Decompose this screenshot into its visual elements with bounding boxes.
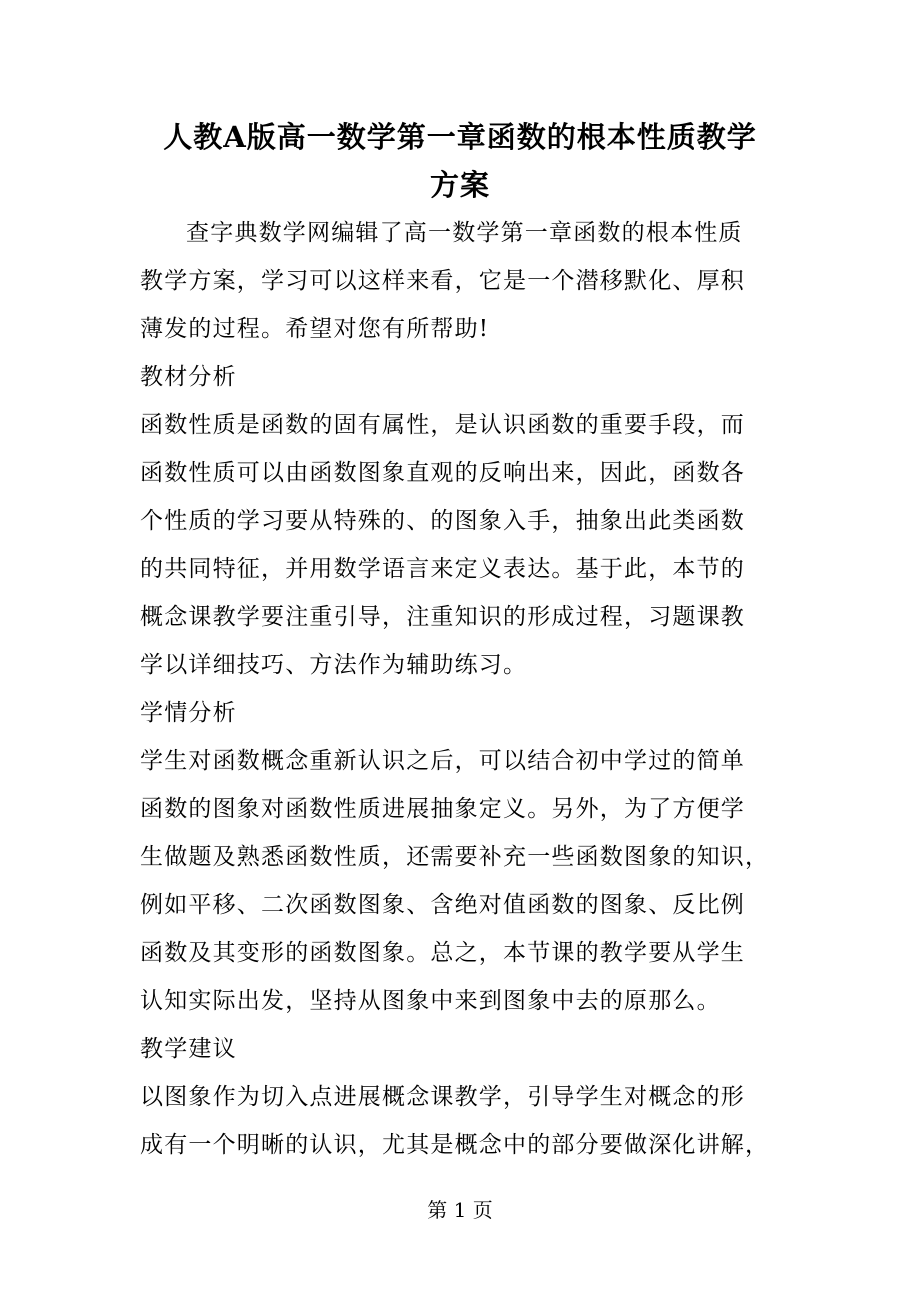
section-heading-textbook-analysis: 教材分析 (140, 364, 237, 390)
intro-line-1: 查字典数学网编辑了高一数学第一章函数的根本性质 (186, 220, 743, 246)
section1-line-4: 的共同特征，并用数学语言来定义表达。基于此，本节的 (140, 556, 745, 582)
section2-line-2: 函数的图象对函数性质进展抽象定义。另外，为了方便学 (140, 796, 745, 822)
section-heading-learner-analysis: 学情分析 (140, 700, 237, 726)
intro-line-3: 薄发的过程。希望对您有所帮助! (140, 316, 490, 342)
section2-line-5: 函数及其变形的函数图象。总之，本节课的教学要从学生 (140, 940, 745, 966)
section2-line-3: 生做题及熟悉函数性质，还需要补充一些函数图象的知识， (140, 844, 770, 870)
section2-line-4: 例如平移、二次函数图象、含绝对值函数的图象、反比例 (140, 892, 745, 918)
section1-line-6: 学以详细技巧、方法作为辅助练习。 (140, 652, 528, 678)
section1-line-1: 函数性质是函数的固有属性，是认识函数的重要手段，而 (140, 412, 745, 438)
section2-line-1: 学生对函数概念重新认识之后，可以结合初中学过的简单 (140, 748, 745, 774)
section-heading-teaching-suggestions: 教学建议 (140, 1036, 237, 1062)
section3-line-2: 成有一个明晰的认识，尤其是概念中的部分要做深化讲解， (140, 1132, 770, 1158)
section1-line-5: 概念课教学要注重引导，注重知识的形成过程，习题课教 (140, 604, 745, 630)
section1-line-3: 个性质的学习要从特殊的、的图象入手，抽象出此类函数 (140, 508, 745, 534)
intro-line-2: 教学方案，学习可以这样来看，它是一个潜移默化、厚积 (140, 268, 745, 294)
document-title-line-1: 人教A版高一数学第一章函数的根本性质教学 (163, 120, 757, 154)
document-title-line-2: 方案 (429, 168, 490, 202)
section3-line-1: 以图象作为切入点进展概念课教学，引导学生对概念的形 (140, 1084, 745, 1110)
section2-line-6: 认知实际出发，坚持从图象中来到图象中去的原那么。 (140, 988, 721, 1014)
page-number-footer: 第 1 页 (427, 1198, 493, 1222)
section1-line-2: 函数性质可以由函数图象直观的反响出来，因此，函数各 (140, 460, 745, 486)
